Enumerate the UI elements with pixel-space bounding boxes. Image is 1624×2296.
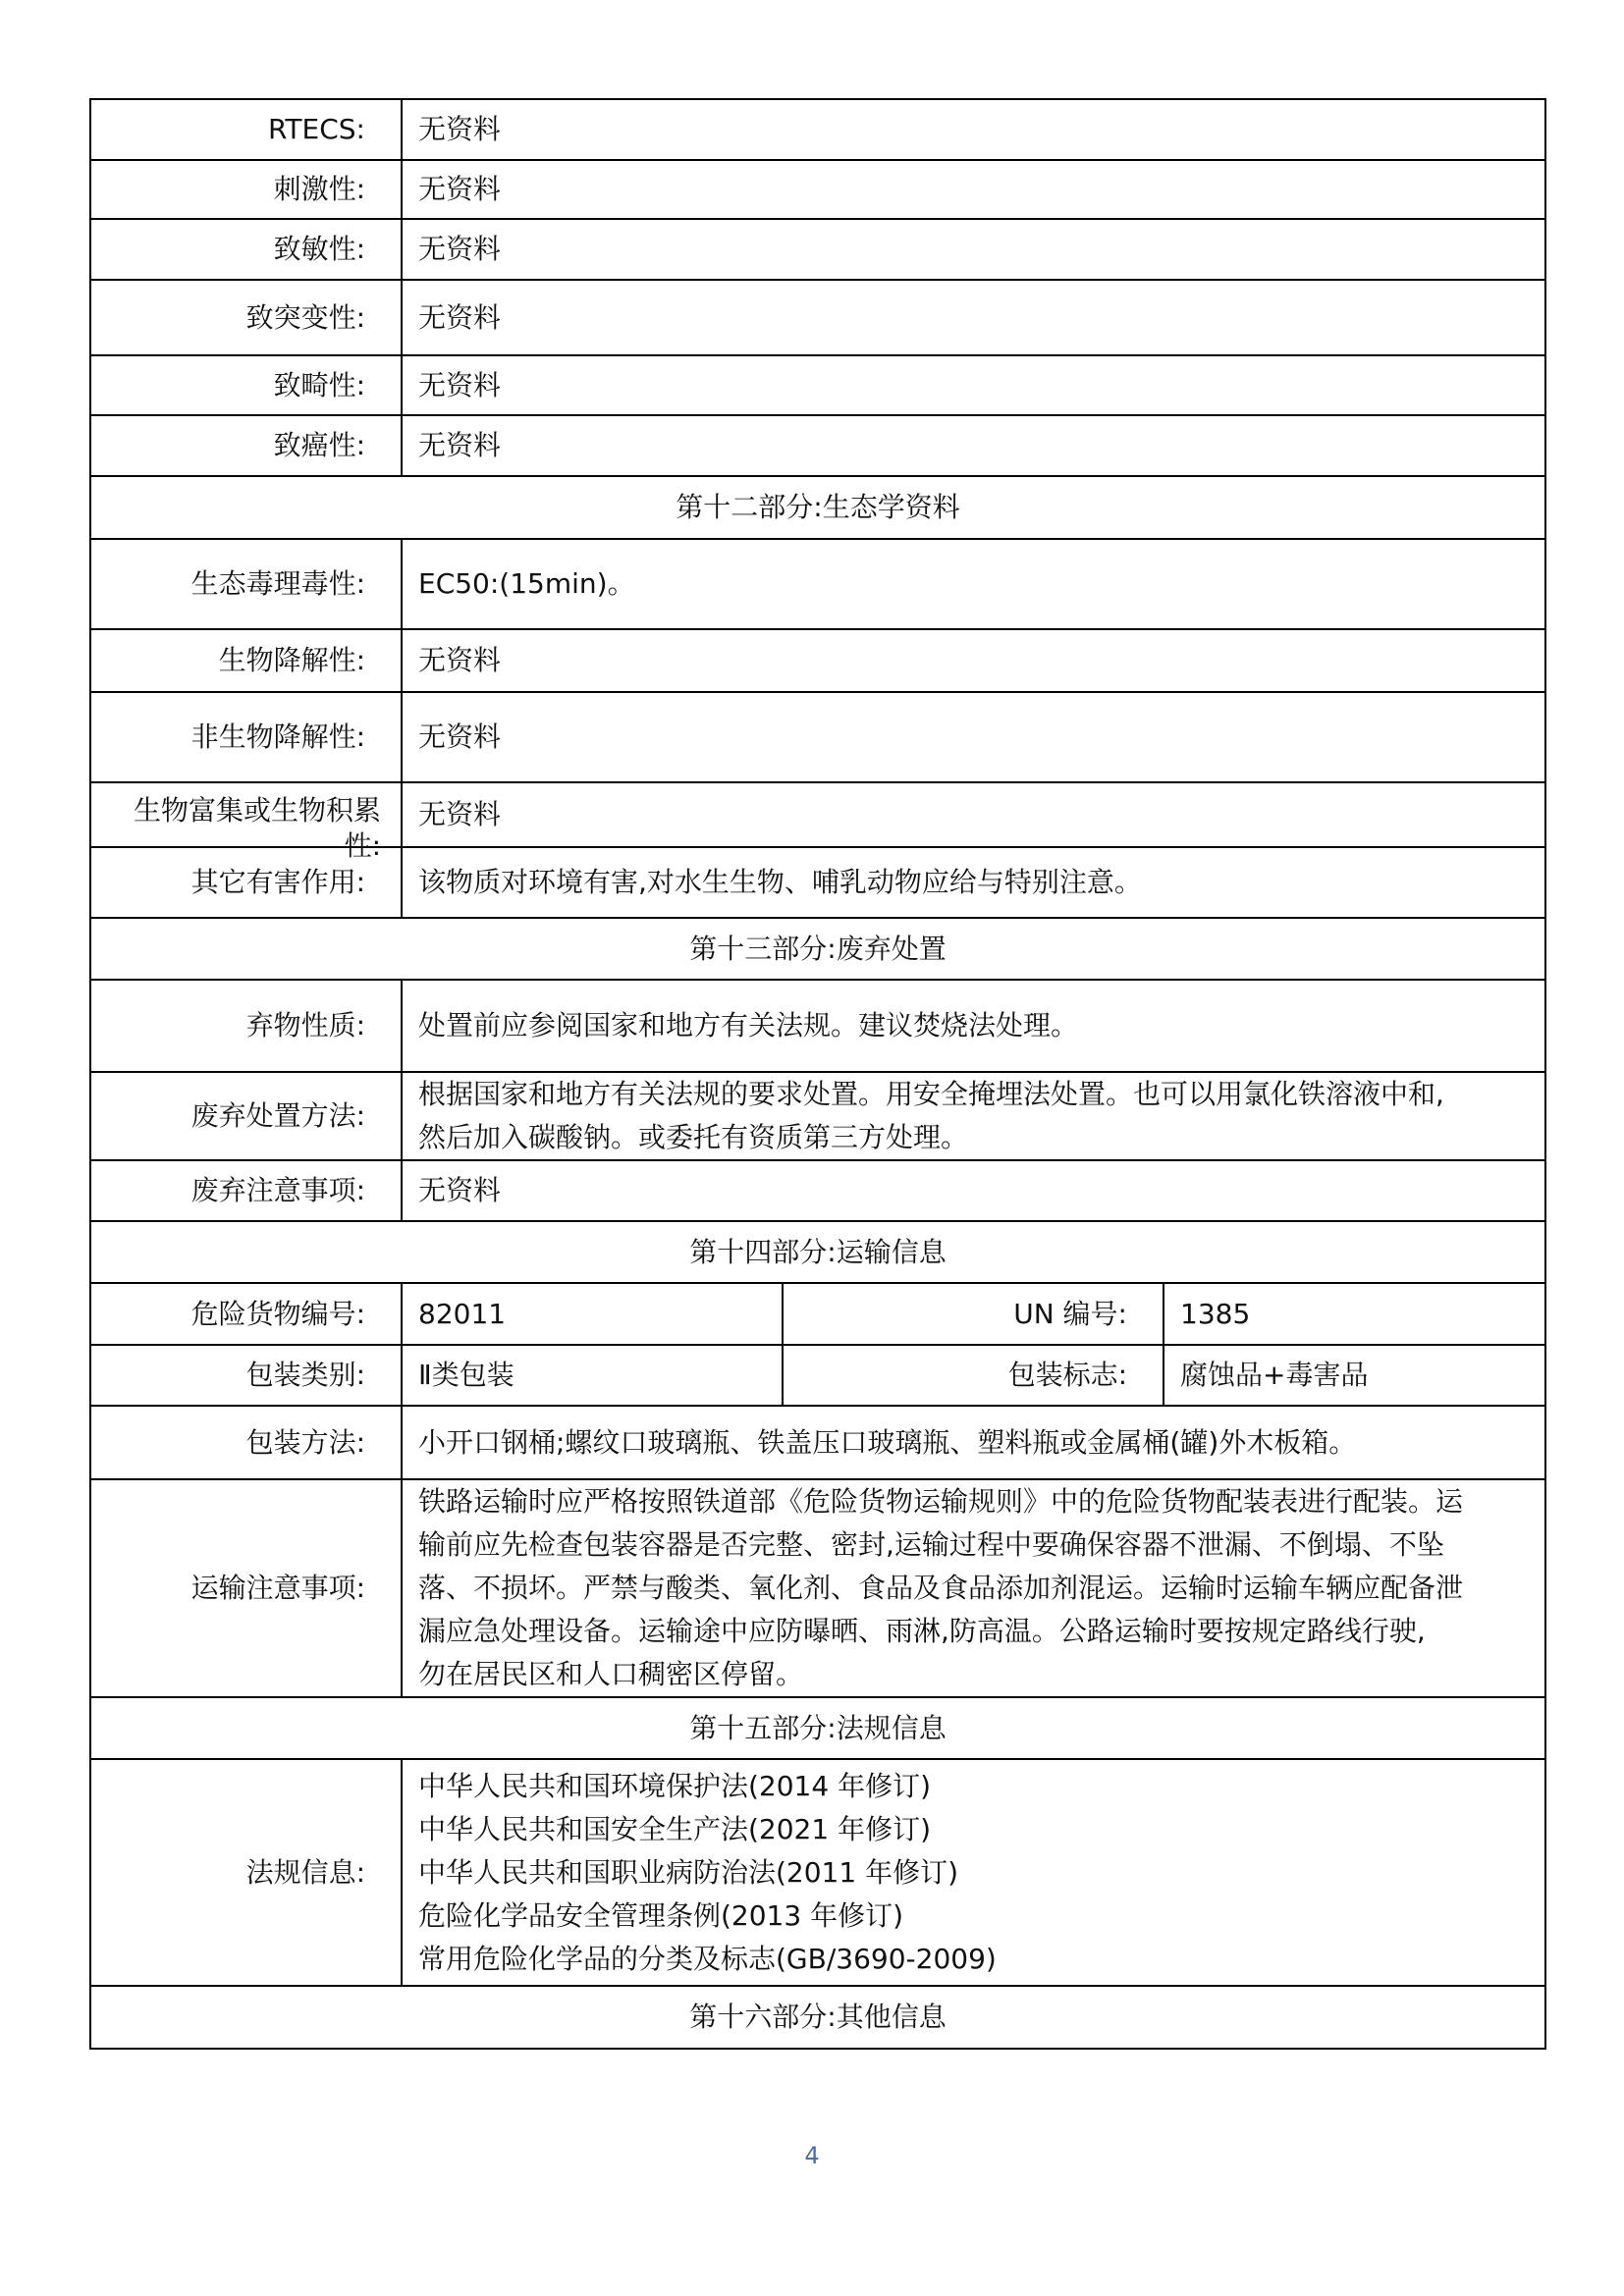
- un-number: 1385: [1164, 1283, 1545, 1345]
- table-row: [90, 355, 1545, 415]
- row-value: 处置前应参阅国家和地方有关法规。建议焚烧法处理。: [402, 980, 1545, 1072]
- transport-notes-label: 运输注意事项:: [90, 1479, 402, 1697]
- row-value: 无资料: [402, 782, 1545, 847]
- table-row: [90, 219, 1545, 280]
- transport-notes: [402, 1479, 1545, 1697]
- row-value: 该物质对环境有害,对水生生物、哺乳动物应给与特别注意。: [402, 847, 1545, 918]
- table-row: [90, 1283, 1545, 1345]
- table-row: [90, 280, 1545, 355]
- packing-mark: 腐蚀品+毒害品: [1164, 1345, 1545, 1406]
- row-label: 废弃处置方法:: [90, 1072, 402, 1160]
- regulation-item: 危险化学品安全管理条例(2013 年修订): [418, 1898, 904, 1932]
- section-title: 第十二部分:生态学资料: [90, 476, 1545, 539]
- row-value: 无资料: [402, 160, 1545, 219]
- value-line: 漏应急处理设备。运输途中应防曝晒、雨淋,防高温。公路运输时要按规定路线行驶,: [418, 1615, 1426, 1647]
- row-value: 无资料: [402, 99, 1545, 160]
- table-row: [90, 1759, 1545, 1986]
- table-row: [90, 160, 1545, 219]
- row-label: 生物富集或生物积累性:: [90, 782, 402, 847]
- regulation-item: 常用危险化学品的分类及标志(GB/3690-2009): [418, 1942, 997, 1975]
- row-label: 致敏性:: [90, 219, 402, 280]
- row-label: 废弃注意事项:: [90, 1160, 402, 1221]
- table-row: [90, 782, 1545, 847]
- row-label: 刺激性:: [90, 160, 402, 219]
- regulation-item: 中华人民共和国职业病防治法(2011 年修订): [418, 1855, 959, 1889]
- section-header: [90, 1221, 1545, 1283]
- row-label: 生物降解性:: [90, 629, 402, 692]
- table-row: [90, 99, 1545, 160]
- un-number-label: UN 编号:: [783, 1283, 1164, 1345]
- value-line: 勿在居民区和人口稠密区停留。: [418, 1658, 804, 1690]
- section-title: 第十三部分:废弃处置: [90, 918, 1545, 980]
- packing-method-label: 包装方法:: [90, 1406, 402, 1479]
- table-row: [90, 629, 1545, 692]
- section-header: [90, 918, 1545, 980]
- msds-table: [89, 98, 1546, 2050]
- row-value: 无资料: [402, 692, 1545, 782]
- table-row: [90, 1072, 1545, 1160]
- dangerous-goods-label: 危险货物编号:: [90, 1283, 402, 1345]
- regulations-list: [402, 1759, 1545, 1986]
- row-label: 其它有害作用:: [90, 847, 402, 918]
- table-row: [90, 847, 1545, 918]
- table-row: [90, 1406, 1545, 1479]
- regulations-label: 法规信息:: [90, 1759, 402, 1986]
- row-value: 无资料: [402, 1160, 1545, 1221]
- value-line: 然后加入碳酸钠。或委托有资质第三方处理。: [418, 1121, 969, 1153]
- value-line: 铁路运输时应严格按照铁道部《危险货物运输规则》中的危险货物配装表进行配装。运: [418, 1485, 1464, 1518]
- section-title: 第十五部分:法规信息: [90, 1697, 1545, 1759]
- value-line: 根据国家和地方有关法规的要求处置。用安全掩埋法处置。也可以用氯化铁溶液中和,: [418, 1078, 1444, 1110]
- value-line: 输前应先检查包装容器是否完整、密封,运输过程中要确保容器不泄漏、不倒塌、不坠: [418, 1528, 1444, 1561]
- row-label: 致癌性:: [90, 415, 402, 476]
- section-title: 第十四部分:运输信息: [90, 1221, 1545, 1283]
- row-label: 弃物性质:: [90, 980, 402, 1072]
- table-row: [90, 1345, 1545, 1406]
- table-row: [90, 539, 1545, 629]
- section-header: [90, 1986, 1545, 2049]
- packing-mark-label: 包装标志:: [783, 1345, 1164, 1406]
- row-label: 致畸性:: [90, 355, 402, 415]
- section-header: [90, 1697, 1545, 1759]
- packing-class: Ⅱ类包装: [402, 1345, 783, 1406]
- table-row: [90, 1479, 1545, 1697]
- packing-class-label: 包装类别:: [90, 1345, 402, 1406]
- row-label: RTECS:: [90, 99, 402, 160]
- row-value: 无资料: [402, 280, 1545, 355]
- packing-method: 小开口钢桶;螺纹口玻璃瓶、铁盖压口玻璃瓶、塑料瓶或金属桶(罐)外木板箱。: [402, 1406, 1545, 1479]
- section-header: [90, 476, 1545, 539]
- row-value: [402, 1072, 1545, 1160]
- table-row: [90, 692, 1545, 782]
- dangerous-goods-number: 82011: [402, 1283, 783, 1345]
- page-number: 4: [804, 2142, 820, 2169]
- table-row: [90, 415, 1545, 476]
- row-label: 生态毒理毒性:: [90, 539, 402, 629]
- row-value: 无资料: [402, 629, 1545, 692]
- section-title: 第十六部分:其他信息: [90, 1986, 1545, 2049]
- regulation-item: 中华人民共和国安全生产法(2021 年修订): [418, 1812, 932, 1845]
- row-value: EC50:(15min)。: [402, 539, 1545, 629]
- regulation-item: 中华人民共和国环境保护法(2014 年修订): [418, 1769, 932, 1802]
- value-line: 落、不损坏。严禁与酸类、氧化剂、食品及食品添加剂混运。运输时运输车辆应配备泄: [418, 1572, 1464, 1604]
- row-label: 致突变性:: [90, 280, 402, 355]
- row-label: 非生物降解性:: [90, 692, 402, 782]
- row-value: 无资料: [402, 219, 1545, 280]
- row-value: 无资料: [402, 415, 1545, 476]
- row-value: 无资料: [402, 355, 1545, 415]
- table-row: [90, 980, 1545, 1072]
- table-row: [90, 1160, 1545, 1221]
